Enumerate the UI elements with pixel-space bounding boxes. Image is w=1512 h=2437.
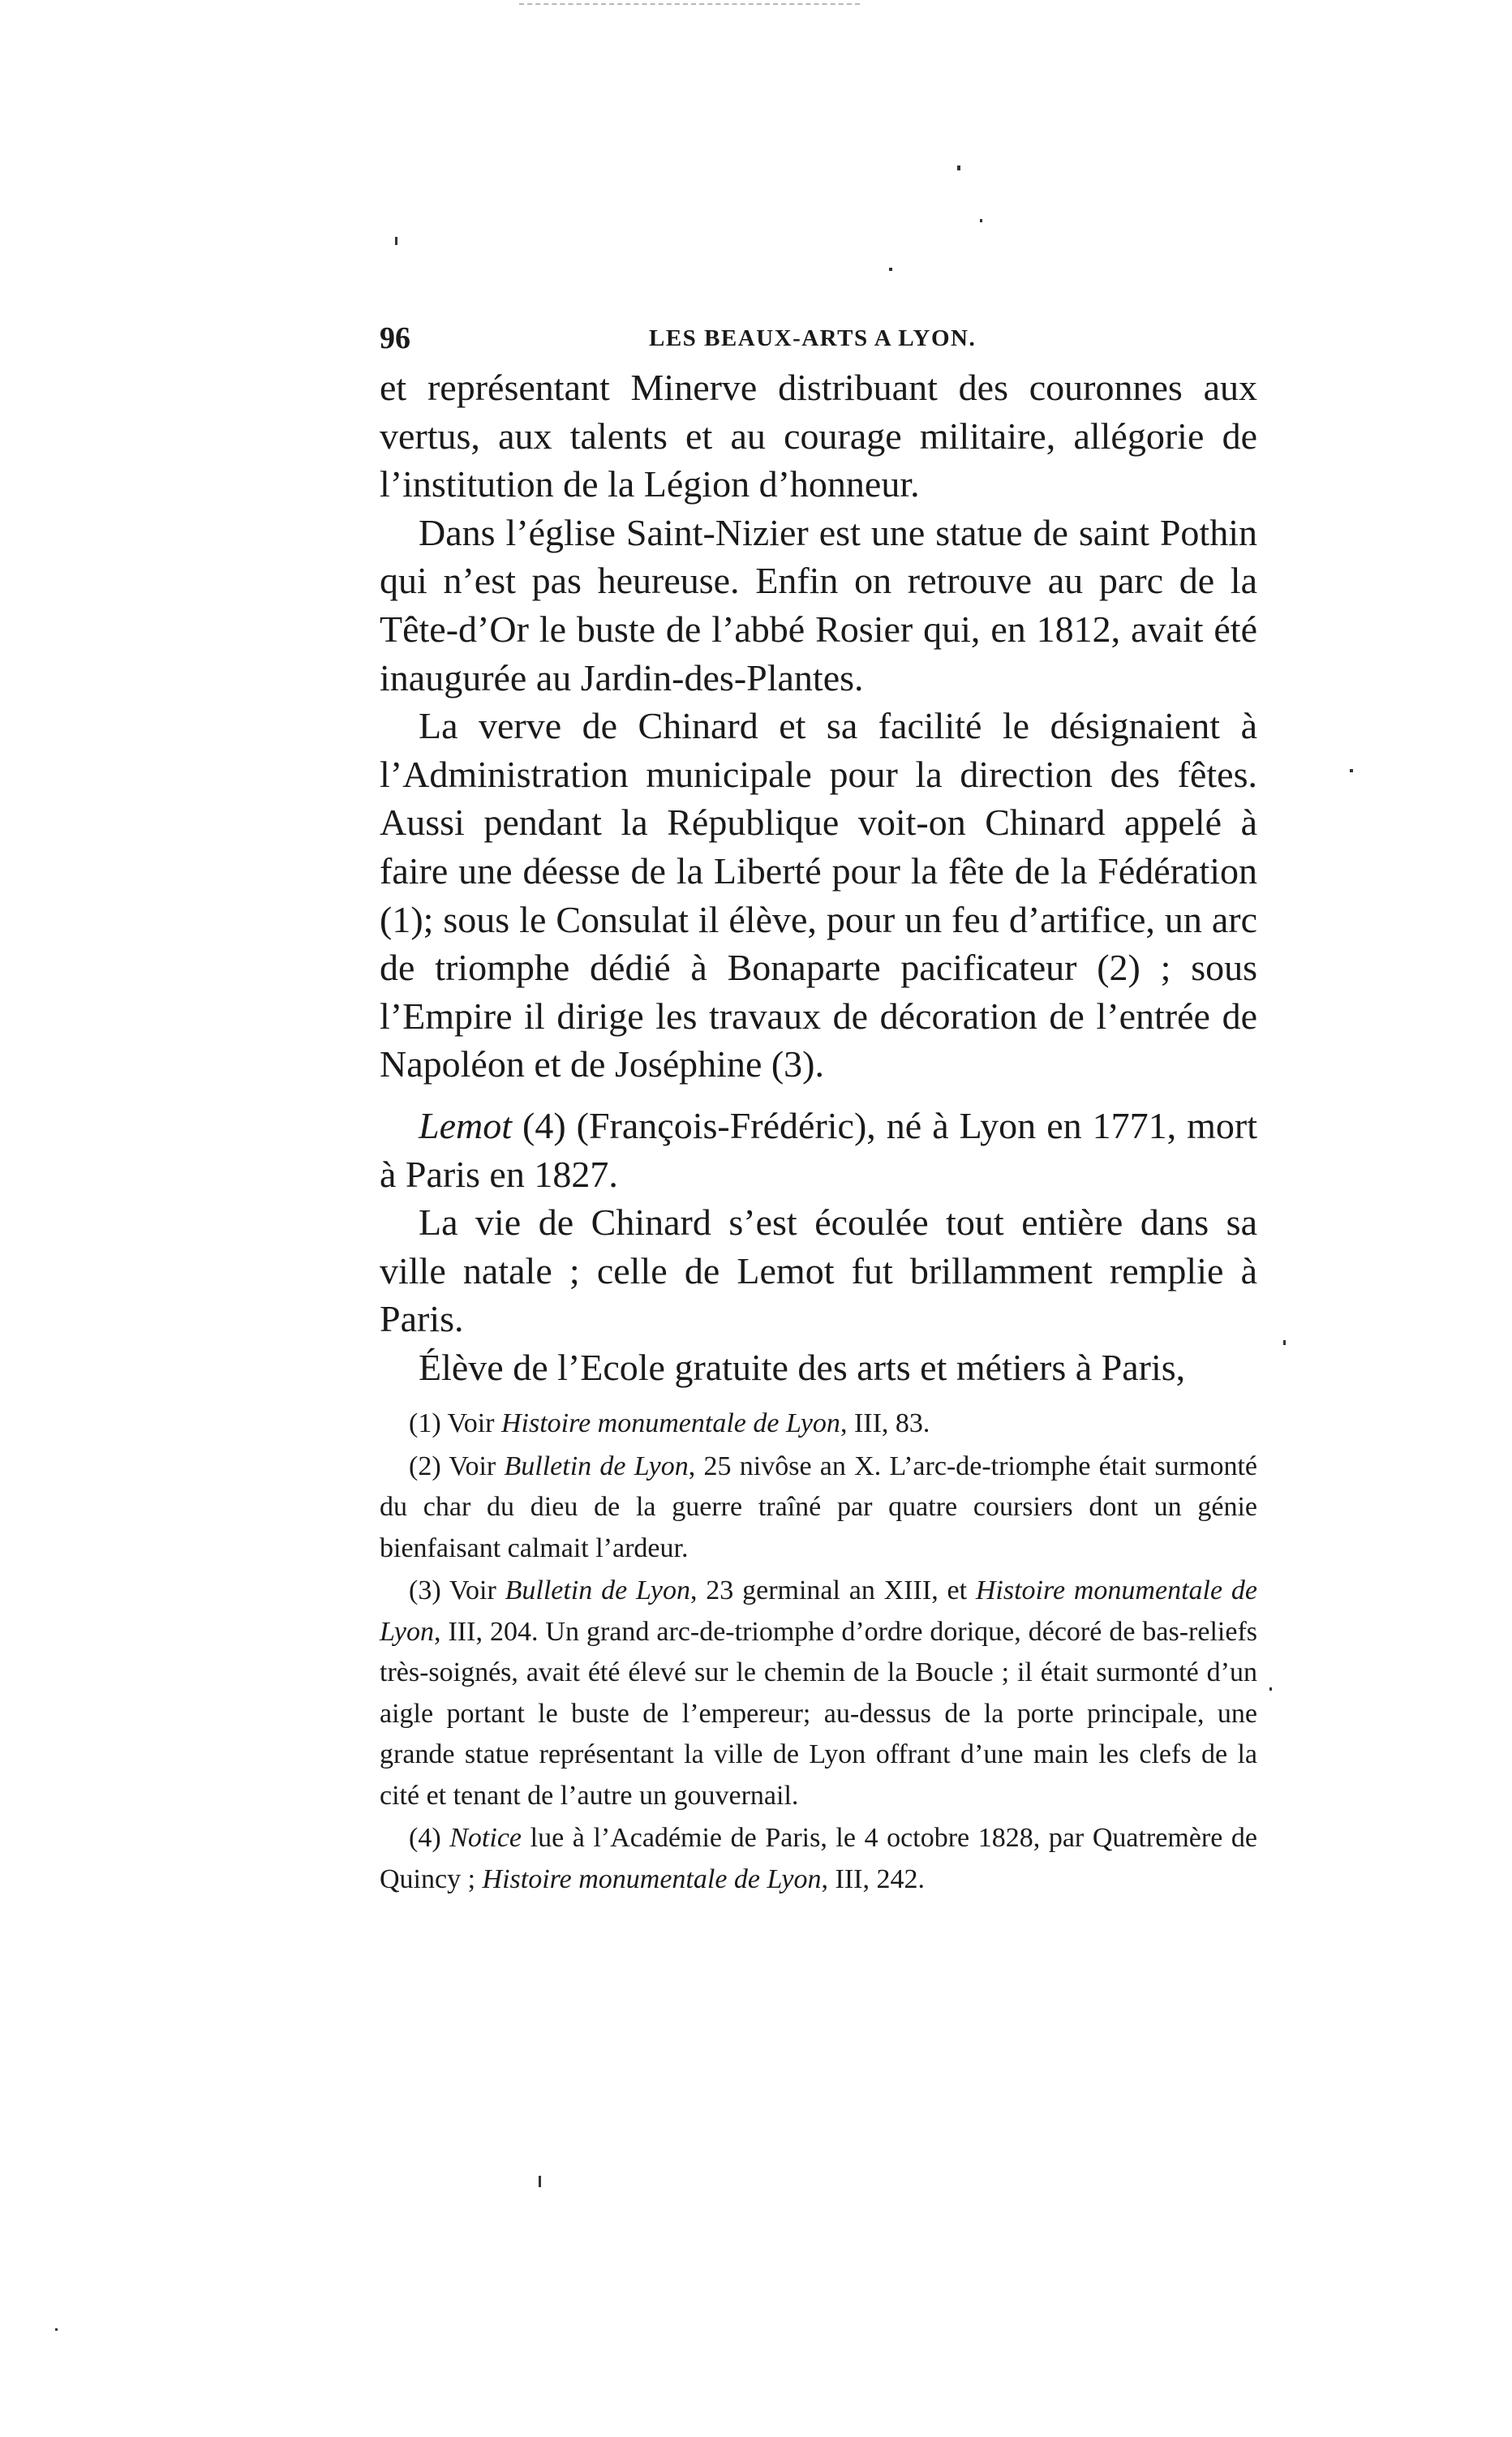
paragraph xyxy=(380,1102,1257,1198)
scan-speck xyxy=(980,219,982,222)
scan-speck xyxy=(957,165,960,170)
footnote-text: (2) Voir xyxy=(409,1451,505,1481)
footnote-text: , III, 242. xyxy=(821,1863,925,1894)
scan-speck xyxy=(1283,1340,1286,1345)
footnote-text: , III, 83. xyxy=(840,1408,930,1438)
footnote-text: (1) Voir xyxy=(409,1408,501,1438)
person-name: Lemot xyxy=(419,1104,512,1146)
paragraph: Élève de l’Ecole gratuite des arts et métiers à Paris, xyxy=(419,1346,1186,1388)
footnote-title: Histoire monumentale de Lyon xyxy=(500,1408,840,1438)
scan-speck xyxy=(539,2176,541,2187)
footnote-title: Histoire monumentale de Lyon xyxy=(482,1863,822,1894)
paragraph: Dans l’église Saint-Nizier est une statue de saint Pothin qui n’est pas heureuse. Enfin on retrouve au parc de la Tête-d’Or le buste de l’abbé Rosier qui, en 1812, avait été inaugurée au Jardin-des-Plantes. xyxy=(380,511,1257,698)
running-title: LES BEAUX-ARTS A LYON. xyxy=(649,325,977,351)
footnote-text: lue à l’Académie de Paris, le 4 octobre 1828, par Quatremère de Quincy ; xyxy=(380,1823,1257,1894)
paragraph: La verve de Chinard et sa facilité le désignaient à l’Administration municipale pour la direction des fêtes. Aussi pendant la République voit-on Chinard appelé à faire une déesse de la Liberté pour la fête de la Fédération (1); sous le Consulat il élève, pour un feu d’artifice, un arc de triomphe dédié à Bonaparte pacificateur (2) ; sous l’Empire il dirige les travaux de décoration de l’entrée de Napoléon et de Joséphine (3). xyxy=(380,705,1257,1085)
footnote-title: Bulletin de Lyon xyxy=(505,1575,690,1605)
footnote-4 xyxy=(380,1818,1257,1900)
paragraph: et représentant Minerve distribuant des couronnes aux vertus, aux talents et au courage militaire, allégorie de l’institution de la Légion d’honneur. xyxy=(380,367,1257,505)
scan-speck xyxy=(889,268,892,271)
scan-speck xyxy=(395,237,397,245)
main-text xyxy=(380,363,1257,1391)
footnote-title: Histoire monumentale de Lyon xyxy=(380,1575,1257,1647)
footnote-text: , III, 204. Un grand arc-de-triomphe d’ordre dorique, décoré de bas-reliefs très-soignés, avait été élevé sur le chemin de la Boucle ; il était surmonté d’un aigle portant le buste de l’empereur; au-dessus de la porte principale, une grande statue représentant la ville de Lyon offrant d’une main les clefs de la cité et tenant de l’autre un gouvernail. xyxy=(380,1616,1257,1811)
footnote-title: Notice xyxy=(449,1823,522,1853)
scan-speck xyxy=(1350,769,1353,772)
footnotes xyxy=(380,1403,1257,1900)
paragraph-text: (4) (François-Frédéric), né à Lyon en 1771, mort à Paris en 1827. xyxy=(380,1104,1257,1195)
page-header xyxy=(380,320,1257,359)
paragraph: La vie de Chinard s’est écoulée tout entière dans sa ville natale ; celle de Lemot fut brillamment remplie à Paris. xyxy=(380,1201,1257,1340)
scan-speck xyxy=(1269,1687,1272,1691)
page-number: 96 xyxy=(380,321,410,355)
scan-speck xyxy=(55,2328,58,2331)
footnote-text: (3) Voir xyxy=(409,1575,505,1605)
footnote-2 xyxy=(380,1446,1257,1570)
footnote-title: Bulletin de Lyon xyxy=(504,1451,689,1481)
footnote-text: , 23 germinal an XIII, et xyxy=(689,1575,976,1605)
footnote-1 xyxy=(380,1403,1257,1445)
footnote-3 xyxy=(380,1571,1257,1816)
scan-edge-line xyxy=(519,3,860,6)
footnote-text: (4) xyxy=(409,1823,450,1853)
footnote-text: , 25 nivôse an X. L’arc-de-triomphe était surmonté du char du dieu de la guerre traîné par quatre coursiers dont un génie bienfaisant calmait l’ardeur. xyxy=(380,1451,1257,1563)
